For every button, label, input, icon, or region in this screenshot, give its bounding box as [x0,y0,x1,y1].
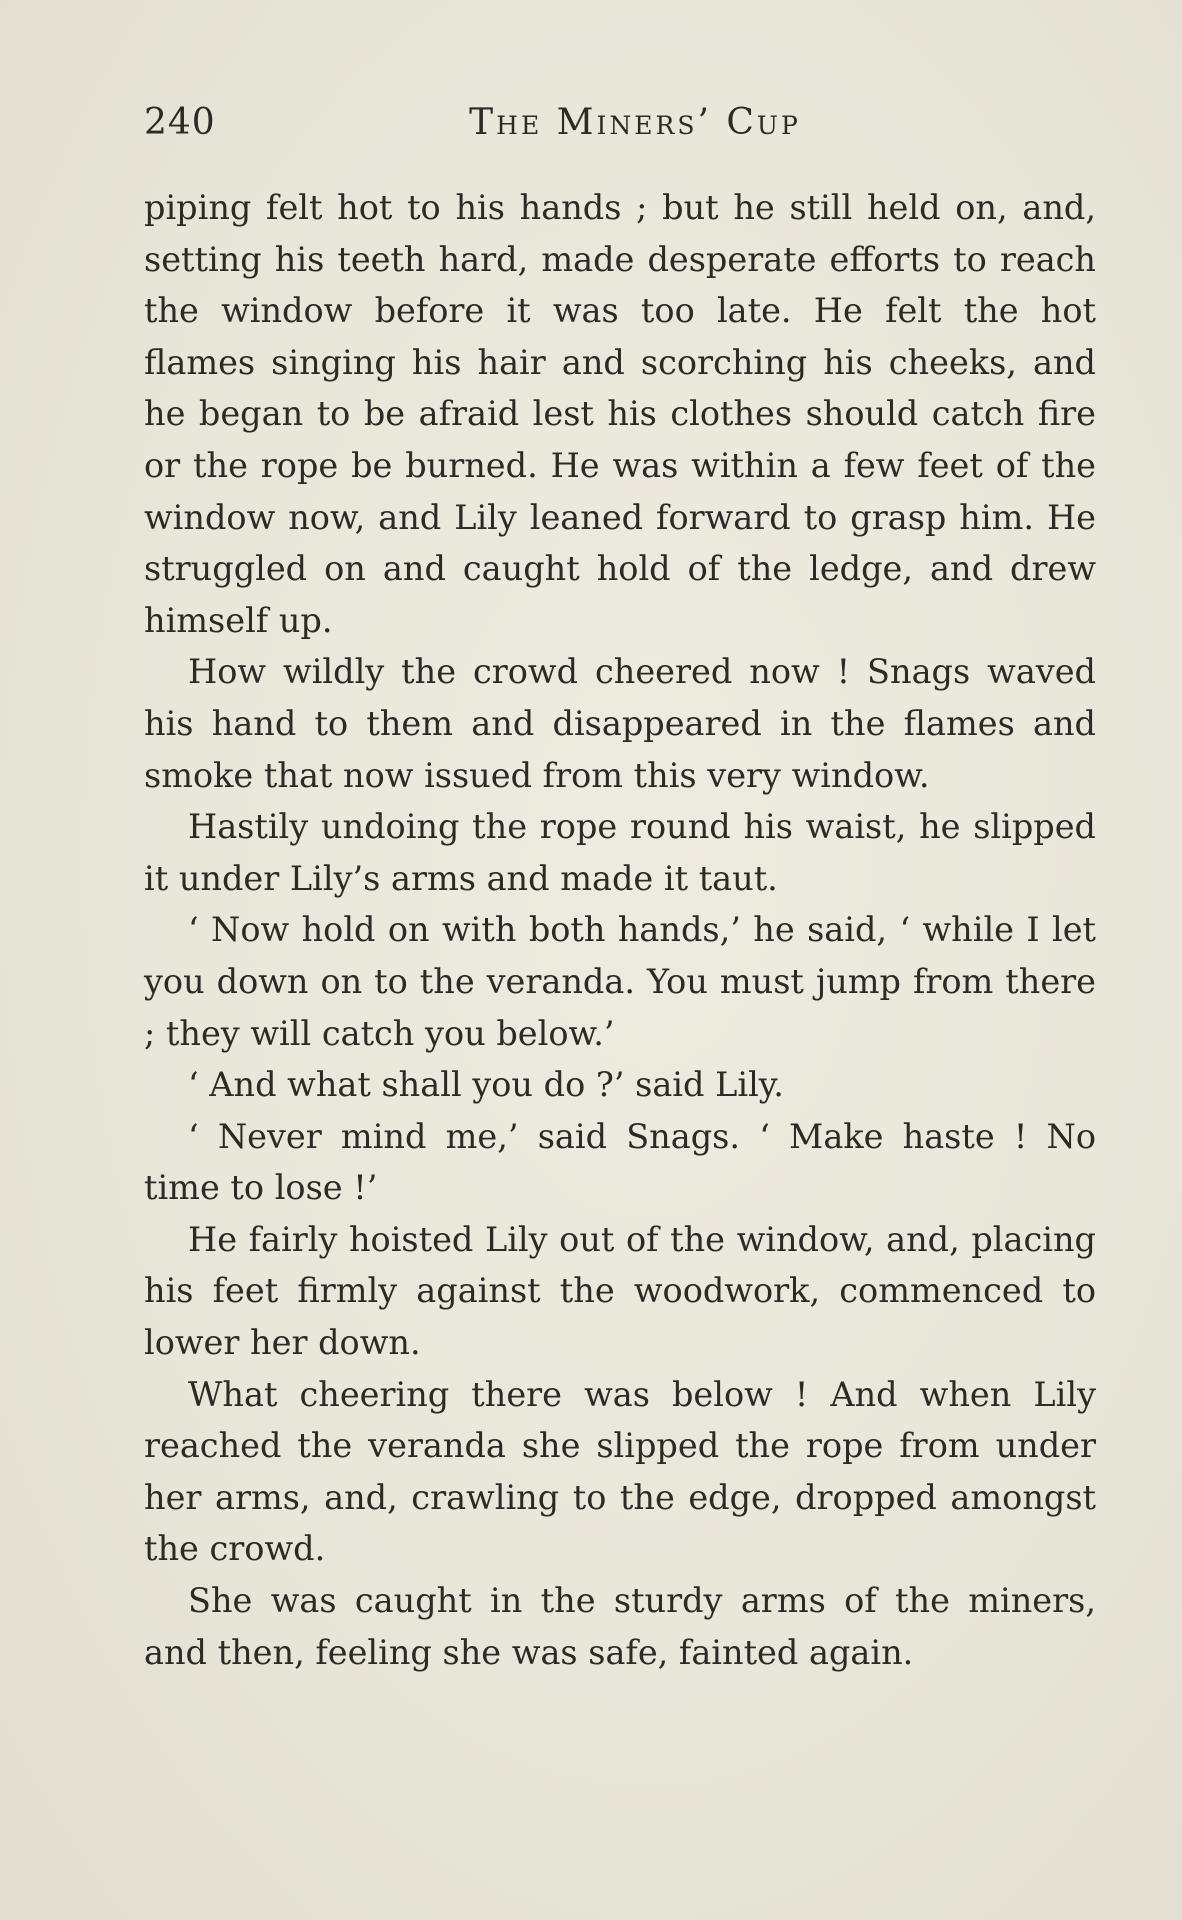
running-title: The Miners’ Cup [469,102,801,143]
paragraph: piping felt hot to his hands ; but he still held on, and, setting his teeth hard, made desperate efforts to reach the window before it was too late. He felt the hot flames singing his hair and scorching his cheeks, and he began to be afraid lest his clothes should catch fire or the rope be burned. He was within a few feet of the window now, and Lily leaned forward to grasp him. He struggled on and caught hold of the ledge, and drew himself up. [144,188,1096,640]
paragraph: He fairly hoisted Lily out of the window, and, placing his feet firmly against the woodwork, commenced to lower her down. [144,1219,1096,1363]
paragraph: ‘ Now hold on with both hands,’ he said, ‘ while I let you down on to the veranda. You must jump from there ; they will catch you below.’ [144,910,1096,1053]
paragraph: ‘ And what shall you do ?’ said Lily. [188,1065,784,1105]
paragraph: What cheering there was below ! And when Lily reached the veranda she slipped the rope from under her arms, and, crawling to the edge, dropped amongst the crowd. [144,1374,1096,1569]
body-text [144,182,1096,1678]
paragraph: Hastily undoing the rope round his waist, he slipped it under Lily’s arms and made it taut. [144,807,1096,898]
paragraph: ‘ Never mind me,’ said Snags. ‘ Make haste ! No time to lose !’ [144,1116,1096,1208]
paragraph: She was caught in the sturdy arms of the miners, and then, feeling she was safe, fainted again. [144,1581,1096,1672]
paragraph: How wildly the crowd cheered now ! Snags waved his hand to them and disappeared in the flames and smoke that now issued from this very window. [144,652,1096,795]
page-number: 240 [144,102,216,143]
page-header [144,98,1096,158]
